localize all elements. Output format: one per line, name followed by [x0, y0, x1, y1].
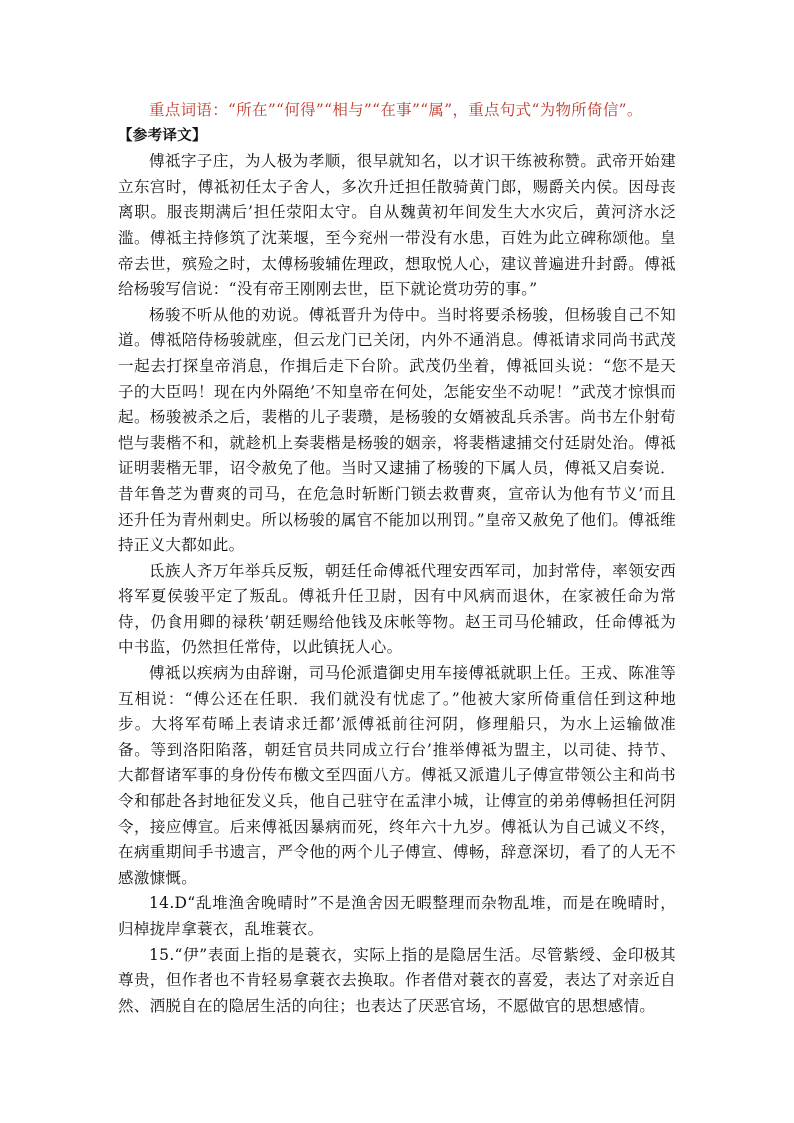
translation-paragraph-1: 傅祗字子庄，为人极为孝顺，很早就知名，以才识干练被称赞。武帝开始建立东宫时，傅祗初任太子舍人，多次升迁担任散骑黄门郎，赐爵关内侯。因母丧离职。服丧期满后’担任荥阳太守。自从魏黄初年间发生大水灾后，黄河济水泛滥。傅祗主持修筑了沈莱堰，至今兖州一带没有水患，百姓为此立碑称颂他。皇帝去世，殡殓之时，太傅杨骏辅佐理政，想取悦人心，建议普遍进升封爵。傅祗给杨骏写信说：“没有帝王刚刚去世，臣下就论赏功劳的事。”	[118, 152, 676, 299]
translation-paragraph-3: 氐族人齐万年举兵反叛，朝廷任命傅祗代理安西军司，加封常侍，率领安西将军夏侯骏平定了叛乱。傅祗升任卫尉，因有中风病而退休，在家被任命为常侍，仍食用卿的禄秩’朝廷赐给他钱及床帐等物。赵王司马伦辅政，任命傅祗为中书监，仍然担任常侍，以此镇抚人心。	[118, 561, 676, 657]
document-page	[118, 98, 676, 1019]
translation-paragraph-2: 杨骏不听从他的劝说。傅祗晋升为侍中。当时将要杀杨骏，但杨骏自己不知道。傅祗陪侍杨骏就座，但云龙门已关闭，内外不通消息。傅祗请求同尚书武茂一起去打探皇帝消息，作揖后走下台阶。武茂仍坐着，傅祗回头说：“您不是天子的大臣吗！现在内外隔绝’不知皇帝在何处，怎能安坐不动呢！”武茂才惊惧而起。杨骏被杀之后，裴楷的儿子裴瓒，是杨骏的女婿被乱兵杀害。尚书左仆射荀恺与裴楷不和，就趁机上奏裴楷是杨骏的姻亲，将裴楷逮捕交付廷尉处治。傅祗证明裴楷无罪，诏令赦免了他。当时又逮捕了杨骏的下属人员，傅祗又启奏说．昔年鲁芝为曹爽的司马，在危急时斩断门锁去救曹爽，宣帝认为他有节义’而且还升任为青州刺史。所以杨骏的属官不能加以刑罚。”皇帝又赦免了他们。傅祗维持正义大都如此。	[118, 305, 676, 555]
translation-paragraph-4: 傅祗以疾病为由辞谢，司马伦派遣御史用车接傅祗就职上任。王戎、陈准等互相说：“傅公还在任职．我们就没有忧虑了。”他被大家所倚重信任到这种地步。大将军荀晞上表请求迁都’派傅祗前往河阴，修理船只，为水上运输做准备。等到洛阳陷落，朝廷官员共同成立行台’推举傅祗为盟主，以司徒、持节、大都督诸军事的身份传布檄文至四面八方。傅祗又派遣儿子傅宣带领公主和尚书令和郁赴各封地征发义兵，他自己驻守在孟津小城，让傅宣的弟弟傅畅担任河阴令，接应傅宣。后来傅祗因暴病而死，终年六十九岁。傅祗认为自己诚义不终，在病重期间手书遗言，严令他的两个儿子傅宣、傅畅，辞意深切，看了的人无不感激慷慨。	[118, 664, 676, 887]
answer-15: 15.“伊”表面上指的是蓑衣，实际上指的是隐居生活。尽管紫绶、金印极其尊贵，但作者也不肯轻易拿蓑衣去换取。作者借对蓑衣的喜爱，表达了对亲近自然、洒脱自在的隐居生活的向往；也表达了厌恶官场，不愿做官的思想感情。	[118, 945, 676, 1015]
key-vocabulary-note: 重点词语：“所在”“何得”“相与”“在事”“属”，重点句式“为物所倚信”。	[149, 101, 643, 119]
answer-14: 14.D“乱堆渔舍晚晴时”不是渔舍因无暇整理而杂物乱堆，而是在晚晴时，归棹拢岸拿蓑衣，乱堆蓑衣。	[118, 894, 676, 938]
reference-translation-heading: 【参考译文】	[118, 127, 207, 144]
